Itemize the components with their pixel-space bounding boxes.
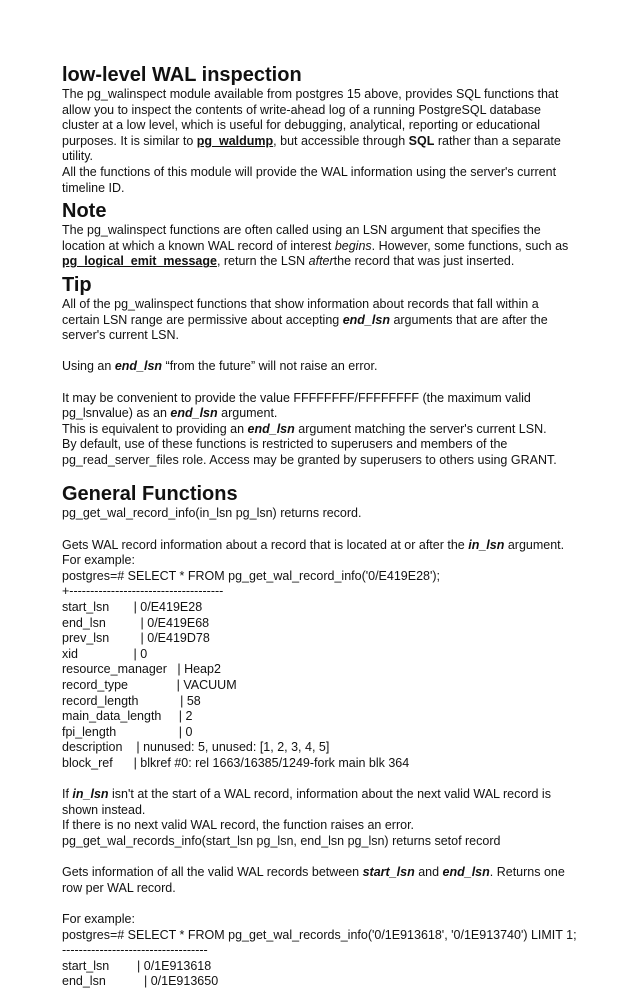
- not-at-start-paragraph: If in_lsn isn't at the start of a WAL record, information about the next valid WAL record is shown instead.: [62, 787, 551, 817]
- function-description-1: Gets WAL record information about a record that is located at or after the in_lsn argument. For example:: [62, 537, 565, 568]
- timeline-paragraph: All the functions of this module will provide the WAL information using the server's current timeline ID.: [62, 164, 557, 195]
- function-description-2: Gets information of all the valid WAL records between start_lsn and end_lsn. Returns one row per WAL record.: [62, 865, 565, 895]
- output-row: main_data_length | 2: [62, 709, 193, 724]
- output-row: fpi_length | 0: [62, 724, 193, 739]
- output-row: resource_manager | Heap2: [62, 662, 221, 677]
- output-row: start_lsn | 0/1E913618: [62, 958, 212, 973]
- query-line-1: postgres=# SELECT * FROM pg_get_wal_record_info('0/E419E28');: [62, 568, 441, 583]
- tip-paragraph-5: By default, use of these functions is restricted to superusers and members of the pg_read_server_files role. Access may be granted by superusers to others using GRANT.: [62, 437, 557, 467]
- record-output-1: [62, 600, 578, 772]
- tip-paragraph-1: All of the pg_walinspect functions that show information about records that fall within a certain LSN range are permissive about accepting end_lsn arguments that are after the server's current LSN.: [62, 296, 548, 343]
- tip-paragraph-4: This is equivalent to providing an end_lsn argument matching the server's current LSN.: [62, 421, 547, 436]
- output-row: record_type | VACUUM: [62, 678, 237, 692]
- tip-paragraph-2: Using an end_lsn “from the future” will not raise an error.: [62, 359, 378, 374]
- error-paragraph: If there is no next valid WAL record, the function raises an error.: [62, 818, 415, 833]
- output-row: xid | 0: [62, 646, 148, 661]
- pg-waldump-link[interactable]: pg_waldump: [196, 133, 274, 148]
- separator-line-1: +-------------------------------------: [62, 584, 224, 599]
- tip-heading: Tip: [62, 273, 92, 296]
- record-output-2: [62, 959, 578, 990]
- output-row: start_lsn | 0/E419E28: [62, 600, 203, 615]
- output-row: description | nunused: 5, unused: [1, 2, 3, 4, 5]: [62, 740, 330, 755]
- output-row: block_ref | blkref #0: rel 1663/16385/1249-fork main blk 364: [62, 755, 410, 770]
- output-row: end_lsn | 0/E419E68: [62, 615, 210, 630]
- output-row: end_lsn | 0/1E913650: [62, 974, 219, 989]
- intro-paragraph: The pg_walinspect module available from postgres 15 above, provides SQL functions that allow you to inspect the contents of write-ahead log of a running PostgreSQL database cluster at a low level, which is useful for debugging, analytical, reporting or educational purposes. It is similar to pg_waldump, but accessible through SQL rather than a separate utility.: [62, 87, 561, 164]
- note-paragraph: The pg_walinspect functions are often called using an LSN argument that specifies the location at which a known WAL record of interest begins. However, some functions, such as pg_logical_emit_message, return the LSN afterthe record that was just inserted.: [62, 223, 569, 269]
- query-line-2: postgres=# SELECT * FROM pg_get_wal_records_info('0/1E913618', '0/1E913740') LIMIT 1;: [62, 927, 577, 942]
- output-row: record_length | 58: [62, 693, 201, 708]
- general-functions-heading: General Functions: [62, 483, 238, 506]
- function-signature-2: pg_get_wal_records_info(start_lsn pg_lsn, end_lsn pg_lsn) returns setof record: [62, 833, 501, 848]
- note-heading: Note: [62, 200, 107, 223]
- section-heading-wal-inspection: low-level WAL inspection: [62, 64, 302, 86]
- separator-line-2: -----------------------------------: [62, 943, 208, 958]
- pg-logical-emit-message-link[interactable]: pg_logical_emit_message: [62, 254, 217, 269]
- tip-paragraph-3: It may be convenient to provide the value FFFFFFFF/FFFFFFFF (the maximum valid pg_lsnvalue) as an end_lsn argument.: [62, 390, 531, 421]
- example-label: For example:: [62, 911, 135, 926]
- function-signature-1: pg_get_wal_record_info(in_lsn pg_lsn) returns record.: [62, 506, 362, 521]
- output-row: prev_lsn | 0/E419D78: [62, 631, 210, 646]
